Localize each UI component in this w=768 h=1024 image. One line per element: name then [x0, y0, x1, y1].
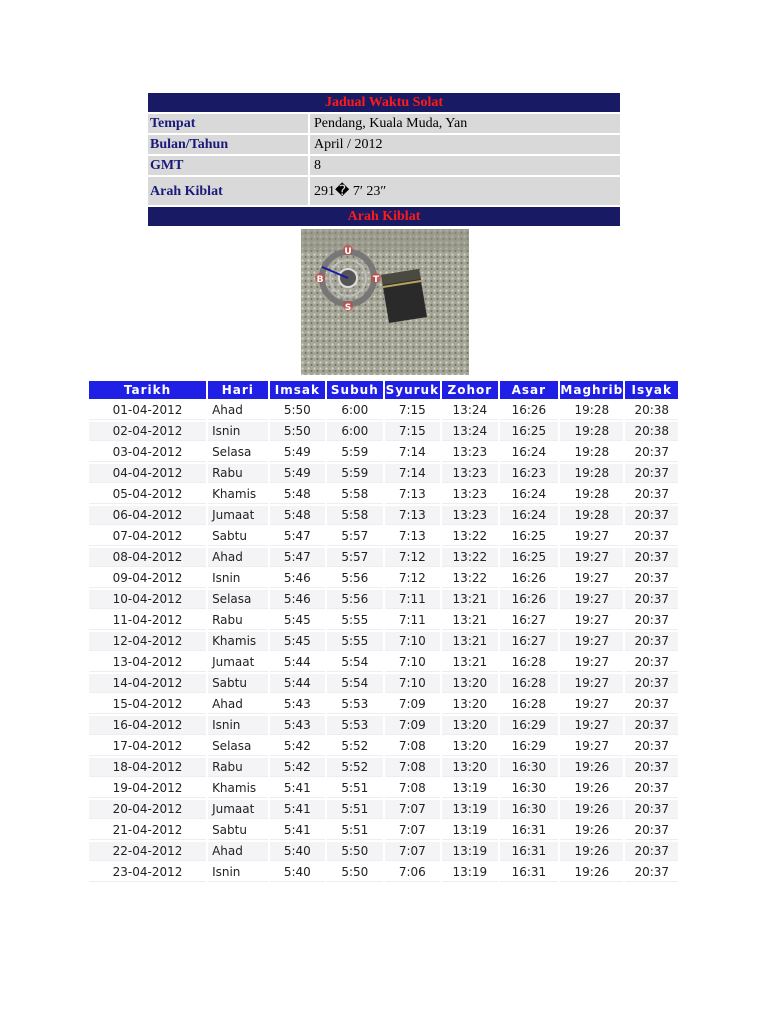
table-cell: 13:21 — [442, 590, 498, 609]
column-header: Imsak — [270, 381, 326, 399]
table-cell: 11-04-2012 — [89, 611, 206, 630]
table-cell: Jumaat — [208, 653, 268, 672]
table-cell: 13:20 — [442, 674, 498, 693]
table-cell: 5:50 — [327, 842, 383, 861]
compass-south-label: S — [344, 303, 352, 313]
table-cell: 5:56 — [327, 590, 383, 609]
table-cell: 5:50 — [270, 401, 326, 420]
table-cell: 13:22 — [442, 527, 498, 546]
table-cell: 5:40 — [270, 863, 326, 882]
table-cell: 5:42 — [270, 758, 326, 777]
table-cell: 01-04-2012 — [89, 401, 206, 420]
table-cell: 19:27 — [560, 632, 623, 651]
table-cell: 16:26 — [500, 569, 559, 588]
table-cell: 13:19 — [442, 863, 498, 882]
table-cell: 7:08 — [385, 737, 441, 756]
table-cell: 7:09 — [385, 695, 441, 714]
prayer-times-table — [87, 379, 680, 884]
table-cell: 19:27 — [560, 716, 623, 735]
table-cell: 19:27 — [560, 695, 623, 714]
compass-north-label: U — [344, 247, 352, 257]
table-cell: 20:37 — [625, 863, 678, 882]
column-header: Maghrib — [560, 383, 624, 397]
table-cell: 02-04-2012 — [89, 422, 206, 441]
table-cell: 6:00 — [327, 401, 383, 420]
table-cell: 7:08 — [385, 779, 441, 798]
table-cell: 5:59 — [327, 443, 383, 462]
table-cell: 20:37 — [625, 842, 678, 861]
table-cell: 7:09 — [385, 716, 441, 735]
table-cell: 5:59 — [327, 464, 383, 483]
table-cell: 20:37 — [625, 737, 678, 756]
table-cell: 13:19 — [442, 779, 498, 798]
table-cell: 13:21 — [442, 632, 498, 651]
table-cell: 5:50 — [270, 422, 326, 441]
table-row — [89, 779, 678, 798]
table-cell: 13:24 — [442, 401, 498, 420]
table-cell: 5:49 — [270, 464, 326, 483]
table-cell: 16:27 — [500, 632, 559, 651]
table-cell: 5:42 — [270, 737, 326, 756]
table-row — [89, 716, 678, 735]
table-cell: 20:38 — [625, 401, 678, 420]
table-cell: 16:23 — [500, 464, 559, 483]
table-cell: 13:20 — [442, 695, 498, 714]
table-cell: 16-04-2012 — [89, 716, 206, 735]
table-cell: 16:25 — [500, 422, 559, 441]
table-cell: 13:19 — [442, 800, 498, 819]
table-cell: 5:44 — [270, 653, 326, 672]
table-cell: 7:10 — [385, 653, 441, 672]
table-cell: 5:41 — [270, 821, 326, 840]
table-row — [89, 758, 678, 777]
table-cell: 13:19 — [442, 821, 498, 840]
table-cell: 19:28 — [560, 506, 623, 525]
table-cell: 5:45 — [270, 611, 326, 630]
table-cell: 19:26 — [560, 821, 623, 840]
table-cell: Rabu — [208, 611, 268, 630]
table-cell: 5:50 — [327, 863, 383, 882]
table-cell: Selasa — [208, 737, 268, 756]
table-cell: Rabu — [208, 464, 268, 483]
info-value: April / 2012 — [310, 135, 620, 154]
table-cell: 13-04-2012 — [89, 653, 206, 672]
table-body — [89, 401, 678, 882]
table-cell: 5:51 — [327, 779, 383, 798]
table-cell: Sabtu — [208, 821, 268, 840]
table-row — [89, 611, 678, 630]
table-cell: 06-04-2012 — [89, 506, 206, 525]
table-cell: 16:27 — [500, 611, 559, 630]
table-cell: 7:07 — [385, 800, 441, 819]
table-cell: Ahad — [208, 842, 268, 861]
table-cell: 5:43 — [270, 716, 326, 735]
table-cell: 19-04-2012 — [89, 779, 206, 798]
table-cell: 5:52 — [327, 737, 383, 756]
table-row — [89, 401, 678, 420]
table-cell: 16:24 — [500, 506, 559, 525]
table-cell: Ahad — [208, 695, 268, 714]
table-cell: 12-04-2012 — [89, 632, 206, 651]
table-cell: 5:46 — [270, 590, 326, 609]
table-cell: Selasa — [208, 590, 268, 609]
table-cell: 19:27 — [560, 611, 623, 630]
table-cell: 5:41 — [270, 800, 326, 819]
table-cell: 20:37 — [625, 569, 678, 588]
table-cell: 5:49 — [270, 443, 326, 462]
table-cell: Sabtu — [208, 527, 268, 546]
compass-east-label: T — [372, 275, 380, 285]
table-cell: 7:15 — [385, 422, 441, 441]
table-cell: 16:28 — [500, 695, 559, 714]
info-value: 291� 7′ 23″ — [310, 177, 620, 205]
table-cell: 6:00 — [327, 422, 383, 441]
table-row — [89, 506, 678, 525]
table-cell: 16:29 — [500, 716, 559, 735]
table-row — [89, 653, 678, 672]
table-cell: 7:14 — [385, 464, 441, 483]
table-cell: 5:48 — [270, 506, 326, 525]
table-cell: Jumaat — [208, 800, 268, 819]
table-cell: 09-04-2012 — [89, 569, 206, 588]
table-cell: 20:37 — [625, 800, 678, 819]
table-cell: 13:21 — [442, 653, 498, 672]
column-header: Tarikh — [89, 381, 206, 399]
table-cell: 19:27 — [560, 548, 623, 567]
column-header: Subuh — [327, 381, 383, 399]
table-cell: 20:37 — [625, 674, 678, 693]
table-cell: 7:13 — [385, 506, 441, 525]
table-row — [89, 569, 678, 588]
table-cell: 20:37 — [625, 464, 678, 483]
table-row — [89, 485, 678, 504]
table-row — [89, 422, 678, 441]
table-cell: 7:11 — [385, 590, 441, 609]
table-row — [89, 443, 678, 462]
table-cell: 5:48 — [270, 485, 326, 504]
table-cell: 20:37 — [625, 758, 678, 777]
table-cell: 20:37 — [625, 506, 678, 525]
info-value: Pendang, Kuala Muda, Yan — [310, 114, 620, 133]
table-cell: 13:21 — [442, 611, 498, 630]
table-cell: 5:44 — [270, 674, 326, 693]
table-cell: 16:24 — [500, 485, 559, 504]
table-row — [89, 842, 678, 861]
table-cell: 05-04-2012 — [89, 485, 206, 504]
column-header: Asar — [500, 381, 559, 399]
table-cell: 10-04-2012 — [89, 590, 206, 609]
table-cell: 7:12 — [385, 548, 441, 567]
table-cell: 18-04-2012 — [89, 758, 206, 777]
table-cell: 13:19 — [442, 842, 498, 861]
table-cell: 19:27 — [560, 653, 623, 672]
table-cell: 5:47 — [270, 527, 326, 546]
table-cell: Khamis — [208, 779, 268, 798]
table-cell: 5:53 — [327, 695, 383, 714]
table-cell: 16:30 — [500, 779, 559, 798]
table-cell: 19:28 — [560, 401, 623, 420]
table-cell: 19:27 — [560, 590, 623, 609]
table-cell: 13:24 — [442, 422, 498, 441]
table-cell: 04-04-2012 — [89, 464, 206, 483]
table-row — [89, 695, 678, 714]
table-cell: Isnin — [208, 422, 268, 441]
table-cell: 13:20 — [442, 758, 498, 777]
table-cell: 19:27 — [560, 737, 623, 756]
table-cell: 19:27 — [560, 674, 623, 693]
table-row — [89, 548, 678, 567]
table-cell: 22-04-2012 — [89, 842, 206, 861]
table-row — [89, 527, 678, 546]
table-cell: 16:25 — [500, 548, 559, 567]
table-cell: 20:37 — [625, 716, 678, 735]
table-cell: 13:20 — [442, 716, 498, 735]
kaaba-compass-illustration — [301, 229, 469, 375]
table-cell: 13:22 — [442, 548, 498, 567]
table-cell: 16:30 — [500, 758, 559, 777]
table-cell: 5:41 — [270, 779, 326, 798]
table-cell: 19:26 — [560, 842, 623, 861]
table-cell: 5:46 — [270, 569, 326, 588]
table-row — [89, 464, 678, 483]
table-cell: 5:53 — [327, 716, 383, 735]
table-cell: 5:57 — [327, 527, 383, 546]
table-cell: 7:13 — [385, 485, 441, 504]
table-cell: 16:30 — [500, 800, 559, 819]
table-cell: 16:31 — [500, 863, 559, 882]
table-cell: 20:37 — [625, 695, 678, 714]
table-cell: 16:29 — [500, 737, 559, 756]
kiblat-image — [301, 229, 469, 375]
table-cell: 7:13 — [385, 527, 441, 546]
table-cell: 5:43 — [270, 695, 326, 714]
table-cell: 20:37 — [625, 527, 678, 546]
table-row — [89, 632, 678, 651]
table-row — [89, 821, 678, 840]
table-row — [89, 737, 678, 756]
table-cell: 20-04-2012 — [89, 800, 206, 819]
table-cell: 13:23 — [442, 506, 498, 525]
table-cell: 5:55 — [327, 611, 383, 630]
table-cell: Jumaat — [208, 506, 268, 525]
table-cell: 16:31 — [500, 842, 559, 861]
table-cell: 20:37 — [625, 821, 678, 840]
column-header: Hari — [208, 381, 268, 399]
column-header: Zohor — [442, 381, 498, 399]
table-cell: 20:37 — [625, 611, 678, 630]
info-label: Bulan/Tahun — [148, 135, 310, 154]
table-cell: 20:37 — [625, 443, 678, 462]
table-cell: Sabtu — [208, 674, 268, 693]
table-cell: 15-04-2012 — [89, 695, 206, 714]
table-cell: 7:10 — [385, 674, 441, 693]
table-cell: 19:27 — [560, 569, 623, 588]
table-cell: 16:26 — [500, 590, 559, 609]
table-cell: 5:51 — [327, 821, 383, 840]
table-cell: 7:15 — [385, 401, 441, 420]
info-label: GMT — [148, 156, 310, 175]
table-cell: 20:37 — [625, 485, 678, 504]
info-value: 8 — [310, 156, 620, 175]
table-cell: 5:58 — [327, 506, 383, 525]
table-cell: Ahad — [208, 401, 268, 420]
schedule-title: Jadual Waktu Solat — [148, 93, 620, 112]
table-cell: 7:08 — [385, 758, 441, 777]
table-cell: 23-04-2012 — [89, 863, 206, 882]
table-cell: 19:26 — [560, 800, 623, 819]
info-label: Tempat — [148, 114, 310, 133]
table-row — [89, 590, 678, 609]
table-cell: Selasa — [208, 443, 268, 462]
table-cell: 7:06 — [385, 863, 441, 882]
table-cell: 5:57 — [327, 548, 383, 567]
table-cell: 5:54 — [327, 653, 383, 672]
info-table — [148, 91, 620, 228]
table-cell: 5:51 — [327, 800, 383, 819]
table-cell: 16:28 — [500, 674, 559, 693]
info-label: Arah Kiblat — [148, 177, 310, 205]
table-cell: 19:27 — [560, 527, 623, 546]
table-cell: 19:28 — [560, 464, 623, 483]
table-cell: 20:37 — [625, 653, 678, 672]
table-cell: 5:47 — [270, 548, 326, 567]
table-cell: Isnin — [208, 569, 268, 588]
table-cell: 19:26 — [560, 863, 623, 882]
table-cell: Ahad — [208, 548, 268, 567]
table-cell: 19:26 — [560, 779, 623, 798]
table-cell: 7:07 — [385, 821, 441, 840]
table-cell: 5:58 — [327, 485, 383, 504]
table-row — [89, 863, 678, 882]
table-cell: 5:45 — [270, 632, 326, 651]
table-cell: 13:23 — [442, 464, 498, 483]
table-cell: 13:23 — [442, 443, 498, 462]
table-cell: 7:10 — [385, 632, 441, 651]
column-header: Syuruk — [385, 383, 440, 397]
table-cell: 17-04-2012 — [89, 737, 206, 756]
table-cell: 20:38 — [625, 422, 678, 441]
compass-west-label: B — [316, 275, 324, 285]
table-cell: 7:12 — [385, 569, 441, 588]
table-row — [89, 800, 678, 819]
table-cell: 13:23 — [442, 485, 498, 504]
table-cell: 16:26 — [500, 401, 559, 420]
table-cell: 19:28 — [560, 485, 623, 504]
table-cell: 07-04-2012 — [89, 527, 206, 546]
table-cell: 5:40 — [270, 842, 326, 861]
table-cell: 5:52 — [327, 758, 383, 777]
table-cell: 20:37 — [625, 548, 678, 567]
table-cell: 21-04-2012 — [89, 821, 206, 840]
table-cell: 5:55 — [327, 632, 383, 651]
table-cell: 16:28 — [500, 653, 559, 672]
table-cell: 19:26 — [560, 758, 623, 777]
table-cell: 20:37 — [625, 632, 678, 651]
table-cell: 19:28 — [560, 443, 623, 462]
table-cell: 20:37 — [625, 779, 678, 798]
table-cell: 14-04-2012 — [89, 674, 206, 693]
table-row — [89, 674, 678, 693]
table-cell: 20:37 — [625, 590, 678, 609]
table-cell: Isnin — [208, 716, 268, 735]
table-cell: Rabu — [208, 758, 268, 777]
table-cell: 7:14 — [385, 443, 441, 462]
table-cell: 5:56 — [327, 569, 383, 588]
table-cell: 5:54 — [327, 674, 383, 693]
table-cell: 19:28 — [560, 422, 623, 441]
table-cell: 08-04-2012 — [89, 548, 206, 567]
table-cell: 16:24 — [500, 443, 559, 462]
table-cell: 7:11 — [385, 611, 441, 630]
table-cell: Khamis — [208, 632, 268, 651]
table-cell: 7:07 — [385, 842, 441, 861]
table-cell: 13:22 — [442, 569, 498, 588]
table-cell: 16:31 — [500, 821, 559, 840]
kiblat-title: Arah Kiblat — [148, 207, 620, 226]
table-header-row — [89, 381, 678, 399]
table-cell: Khamis — [208, 485, 268, 504]
table-cell: Isnin — [208, 863, 268, 882]
table-cell: 16:25 — [500, 527, 559, 546]
column-header: Isyak — [625, 381, 678, 399]
table-cell: 13:20 — [442, 737, 498, 756]
table-cell: 03-04-2012 — [89, 443, 206, 462]
